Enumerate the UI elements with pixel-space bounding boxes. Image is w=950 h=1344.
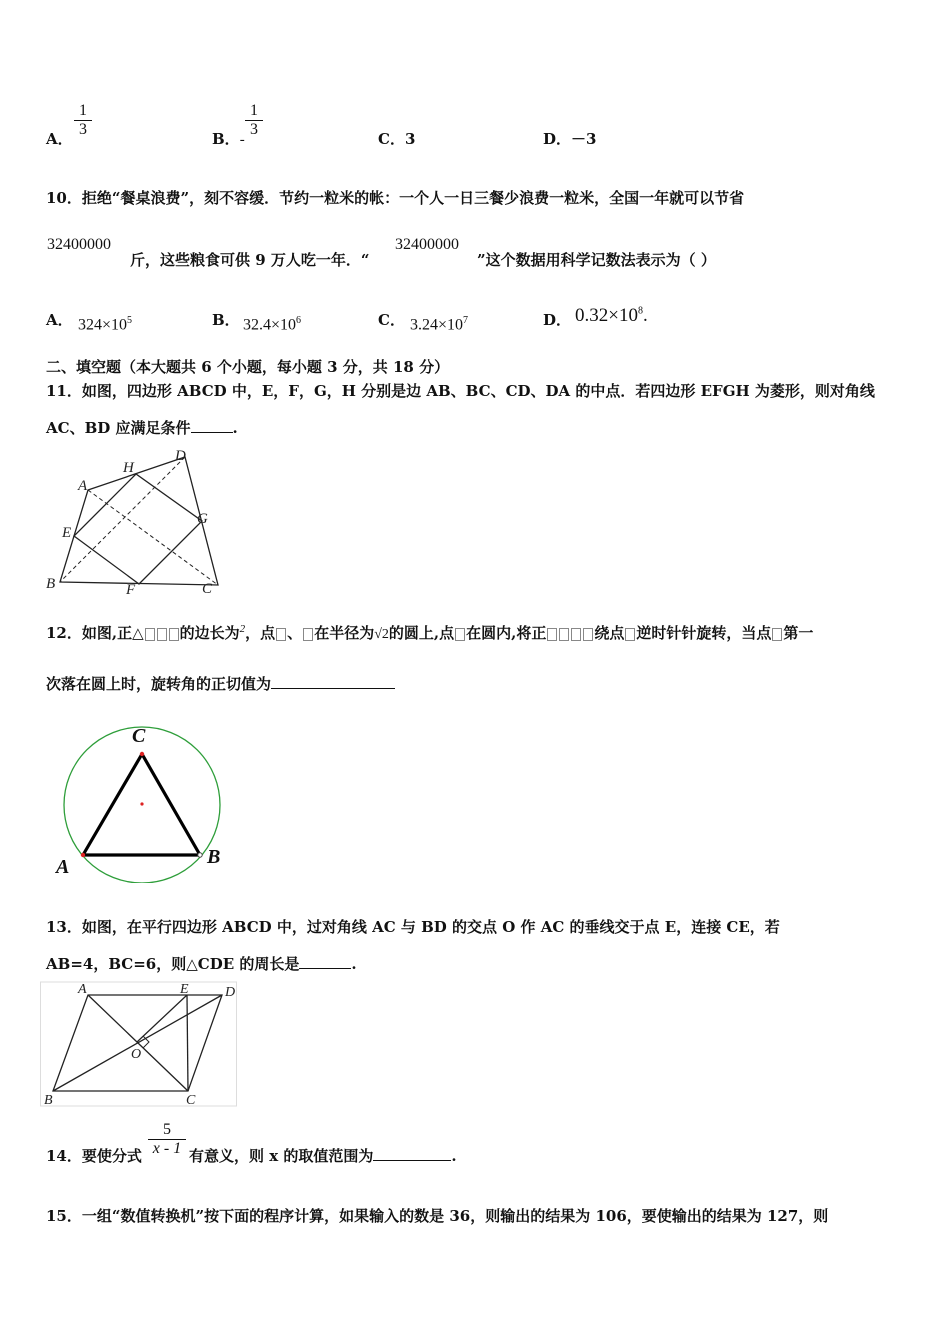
q12-line1: 12．如图,正△ 的边长为$^2$，点 、 在半径为√2的圆上,点 在圆内,将正 绕点 逆时针针旋转，当点 第一 (46, 623, 814, 642)
q15-line1: 15．一组“数值转换机”按下面的程序计算，如果输入的数是 36，则输出的结果为 106，要使输出的结果为 127，则 (46, 1207, 829, 1225)
q13-answer-blank (299, 954, 351, 969)
q11-label-e: E (62, 525, 72, 541)
q14-suffix: 有意义，则 x 的取值范围为 . (189, 1147, 457, 1165)
q14-fraction: 5 x - 1 (148, 1121, 186, 1158)
q10-line2: 斤，这些粮食可供 9 万人吃一年．“ (130, 251, 370, 269)
q13-line1: 13．如图，在平行四边形 ABCD 中，过对角线 AC 与 BD 的交点 O 作 AC 的垂线交于点 E，连接 CE，若 (46, 918, 780, 936)
q11-label-c: C (202, 581, 213, 597)
q12-figure (50, 718, 240, 883)
q12-line2: 次落在圆上时，旋转角的正切值为 (46, 673, 395, 694)
q11-label-h: H (123, 460, 134, 476)
q13-label-e: E (180, 982, 189, 997)
q13-label-c: C (186, 1093, 196, 1108)
q11-figure (40, 445, 220, 600)
q10-option-c-label: C． (378, 311, 405, 329)
q9-option-b-fraction: 1 3 (245, 102, 263, 139)
q10-line1: 10．拒绝“餐桌浪费”，刻不容缓．节约一粒米的帐：一个人一日三餐少浪费一粒米，全国一年就可以节省 (46, 189, 745, 207)
q11-label-b: B (46, 576, 56, 592)
q12-point-c (140, 752, 144, 756)
q10-line2-end: ”这个数据用科学记数法表示为（ ） (477, 251, 716, 269)
q12-label-b: B (207, 846, 221, 868)
q10-number: 32400000 (47, 236, 111, 253)
q14-answer-blank (373, 1146, 451, 1161)
q12-center-point (140, 802, 143, 805)
q9-option-b: B．- (212, 130, 245, 148)
q10-option-d: $0.32\times 10^8$. (575, 305, 648, 326)
q10-option-c: $3.24\times 10^7$ (410, 315, 469, 334)
q12-answer-blank (271, 674, 395, 689)
q9-option-a: A． (46, 130, 73, 148)
q11-label-g: G (197, 511, 208, 527)
q12-label-c: C (132, 725, 146, 747)
q9-option-a-fraction: 1 3 (74, 102, 92, 139)
q13-segment-ce (187, 995, 188, 1091)
q12-point-b (198, 853, 202, 857)
q13-diagonal-bd (53, 995, 222, 1091)
q12-label-a: A (56, 856, 70, 878)
q13-label-o: O (131, 1047, 142, 1062)
q11-line1: 11．如图，四边形 ABCD 中，E，F，G，H 分别是边 AB、BC、CD、DA 的中点．若四边形 EFGH 为菱形，则对角线 (46, 382, 875, 400)
q9-option-c: C．3 (378, 130, 416, 148)
q11-answer-blank (191, 418, 233, 433)
q11-label-f: F (126, 582, 136, 598)
q10-number-quoted: 32400000 (395, 236, 459, 253)
q11-quadrilateral-efgh (74, 474, 202, 584)
q10-option-b: $32.4\times 10^6$ (243, 315, 302, 334)
q11-label-d: D (175, 448, 186, 464)
q13-label-a: A (78, 982, 87, 997)
q10-option-d-label: D． (543, 311, 572, 329)
q13-figure (40, 978, 240, 1108)
q9-option-d: D．－3 (543, 130, 597, 148)
q14-prefix: 14．要使分式 (46, 1147, 142, 1165)
q11-line2: AC、BD 应满足条件 . (46, 419, 238, 437)
q10-option-b-label: B． (212, 311, 240, 329)
q10-option-a-label: A． (46, 311, 73, 329)
section-2-title: 二、填空题（本大题共 6 个小题，每小题 3 分，共 18 分） (46, 358, 450, 376)
q13-line2: AB=4，BC=6，则△CDE 的周长是 . (46, 955, 357, 973)
q11-label-a: A (78, 478, 88, 494)
q12-point-a (81, 853, 85, 857)
q13-label-d: D (225, 985, 236, 1000)
q10-option-a: $324\times 10^5$ (78, 315, 133, 334)
q13-label-b: B (44, 1093, 53, 1108)
